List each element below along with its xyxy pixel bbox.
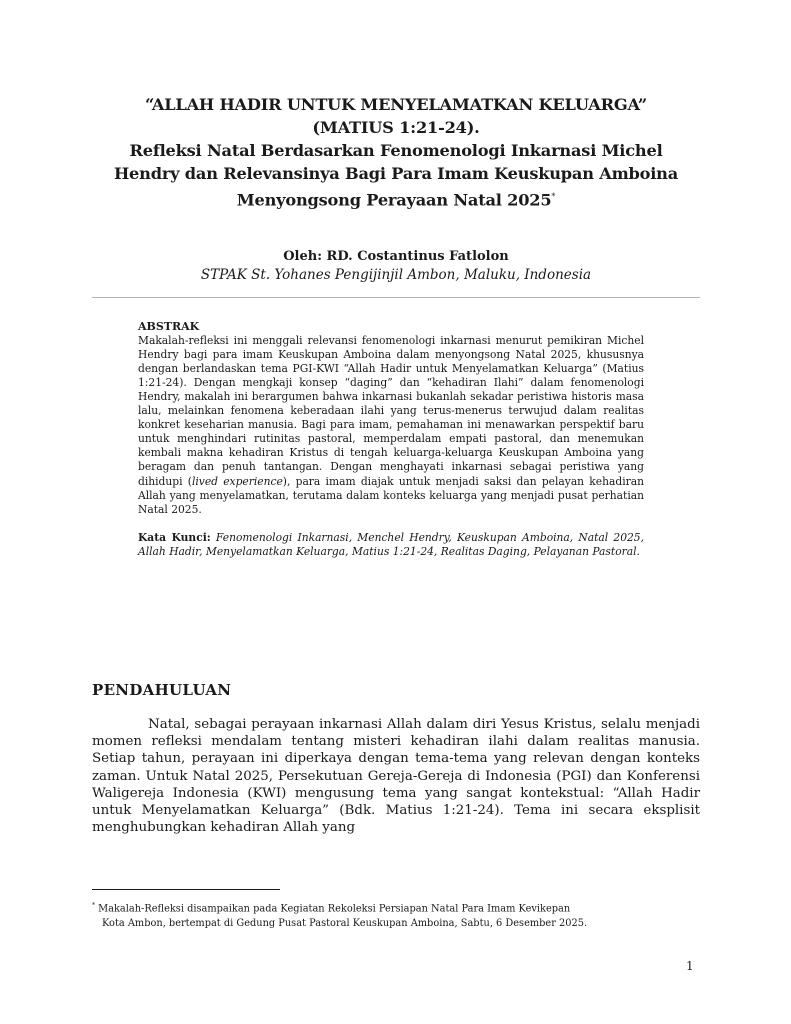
keywords <box>138 531 644 559</box>
author-affiliation: STPAK St. Yohanes Pengijinjil Ambon, Maluku, Indonesia <box>200 267 592 283</box>
abstract-text-part1: Makalah-refleksi ini menggali relevansi fenomenologi inkarnasi menurut pemikiran Michel Hendry bagi para imam Keuskupan Amboina dalam menyongsong Natal 2025, khususnya dengan berlandaskan tema PGI-KWI “Allah Hadir untuk Menyelamatkan Keluarga” (Matius 1:21-24). Dengan mengkaji konsep “daging” dan “kehadiran Ilahi” dalam fenomenologi Hendry, makalah ini berargumen bahwa inkarnasi bukanlah sekadar peristiwa historis masa lalu, melainkan fenomena keberadaan ilahi yang terus-menerus terwujud dalam realitas konkret keseharian manusia. Bagi para imam, pemahaman ini menawarkan perspektif baru untuk menghindari rutinitas pastoral, memperdalam empati pastoral, dan menemukan kembali makna kehadiran Kristus di tengah keluarga-keluarga Keuskupan Amboina yang beragam dan penuh tantangan. Dengan menghayati inkarnasi sebagai peristiwa yang dihidupi ( <box>138 334 644 488</box>
abstract-section <box>138 320 644 559</box>
footnote <box>92 898 702 931</box>
abstract-text-part2: ), para imam diajak untuk menjadi saksi dan pelayan kehadiran Allah yang menyelamatkan, terutama dalam konteks keluarga yang menjadi pusat perhatian Natal 2025. <box>138 474 644 516</box>
header-divider <box>92 297 700 298</box>
section-body <box>92 716 700 836</box>
section-heading-pendahuluan: PENDAHULUAN <box>92 681 232 699</box>
keywords-list: Fenomenologi Inkarnasi, Menchel Hendry, Keuskupan Amboina, Natal 2025, Allah Hadir, Menyelamatkan Keluarga, Matius 1:21-24, Realitas Daging, Pelayanan Pastoral. <box>138 530 644 558</box>
title-line-1: “ALLAH HADIR UNTUK MENYELAMATKAN KELUARGA” <box>144 95 648 114</box>
footnote-line-1: Makalah-Refleksi disampaikan pada Kegiatan Rekoleksi Persiapan Natal Para Imam Kevikepan <box>98 903 571 915</box>
abstract-text <box>138 334 644 517</box>
footnote-divider <box>92 889 280 890</box>
author-byline: Oleh: RD. Costantinus Fatlolon <box>283 249 509 264</box>
page-number: 1 <box>686 959 694 973</box>
subtitle-line-2: Hendry dan Relevansinya Bagi Para Imam Keuskupan Amboina <box>113 164 679 183</box>
subtitle-line-3 <box>90 185 702 211</box>
body-paragraph: Natal, sebagai perayaan inkarnasi Allah dalam diri Yesus Kristus, selalu menjadi momen refleksi mendalam tentang misteri kehadiran ilahi dalam realitas manusia. Setiap tahun, perayaan ini diperkaya dengan tema-tema yang relevan dengan konteks zaman. Untuk Natal 2025, Persekutuan Gereja-Gereja di Indonesia (PGI) dan Konferensi Waligereja Indonesia (KWI) mengusung tema yang sangat kontekstual: “Allah Hadir untuk Menyelamatkan Keluarga” (Bdk. Matius 1:21-24). Tema ini secara eksplisit menghubungkan kehadiran Allah yang <box>92 717 700 836</box>
subtitle-line-1: Refleksi Natal Berdasarkan Fenomenologi Inkarnasi Michel <box>129 141 663 160</box>
keywords-label: Kata Kunci: <box>138 530 211 544</box>
subtitle-line-3-text: Menyongsong Perayaan Natal 2025 <box>236 190 552 210</box>
footnote-line-2: Kota Ambon, bertempat di Gedung Pusat Pastoral Keuskupan Amboina, Sabtu, 6 Desember 2025. <box>102 918 588 930</box>
footnote-marker: * <box>92 902 95 909</box>
title-line-2: (MATIUS 1:21-24). <box>312 118 480 137</box>
footnote-reference[interactable]: * <box>551 192 556 201</box>
paper-title <box>90 93 702 211</box>
abstract-heading: ABSTRAK <box>138 320 200 333</box>
abstract-text-italic: lived experience <box>191 474 283 488</box>
